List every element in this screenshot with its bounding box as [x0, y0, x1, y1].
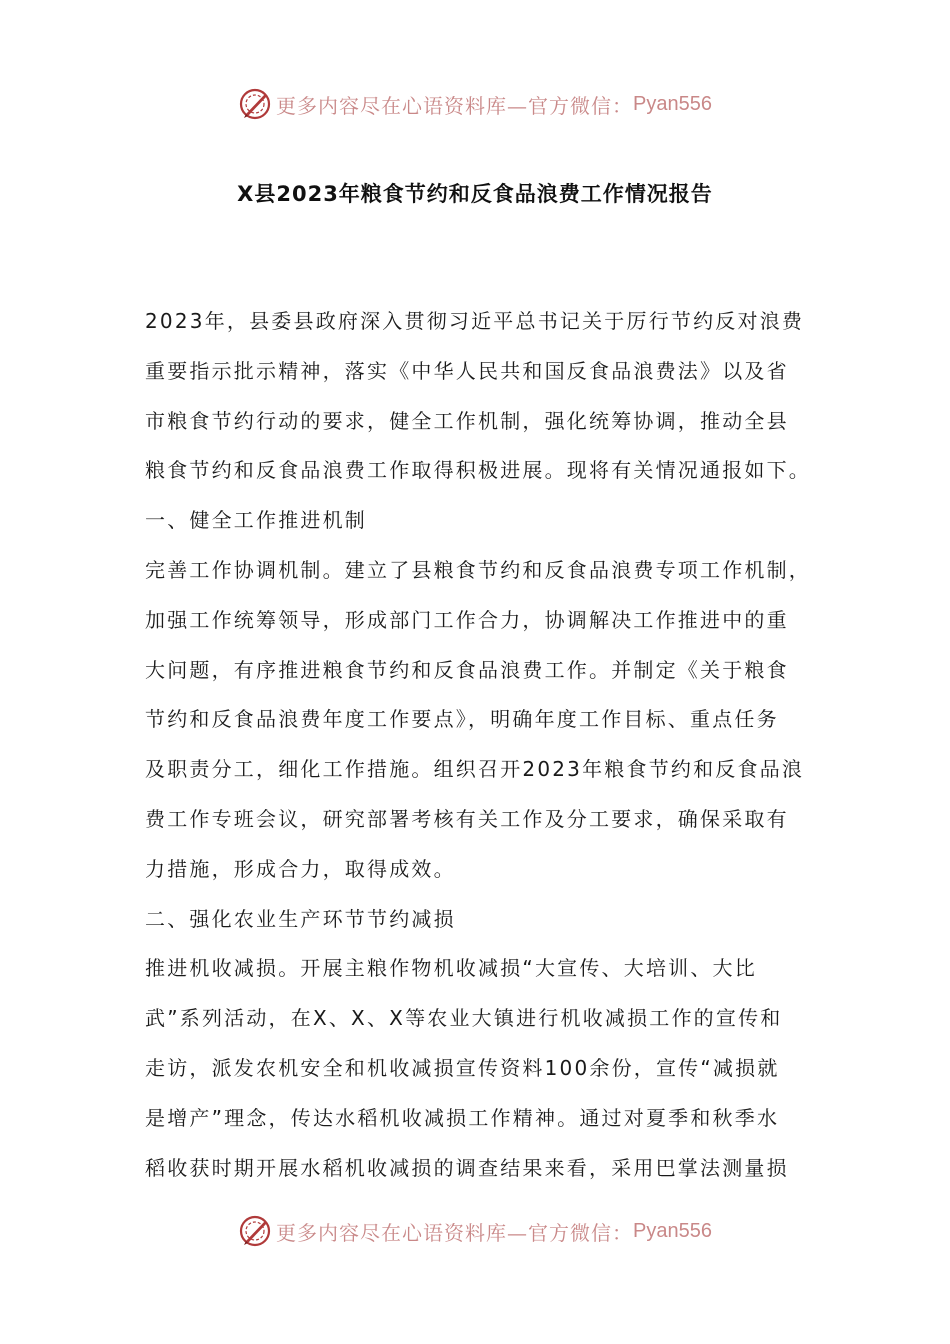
paragraph-line: 是增产”理念，传达水稻机收减损工作精神。通过对夏季和秋季水: [145, 1105, 780, 1130]
pen-logo-icon: [238, 87, 272, 121]
watermark-wechat-id: Pyan556: [633, 1219, 712, 1242]
paragraph-line: 费工作专班会议，研究部署考核有关工作及分工要求，确保采取有: [145, 806, 789, 831]
paragraph-line: 节约和反食品浪费年度工作要点》，明确年度工作目标、重点任务: [145, 707, 779, 732]
paragraph-line: 加强工作统筹领导，形成部门工作合力，协调解决工作推进中的重: [145, 607, 789, 632]
watermark-text: 更多内容尽在心语资料库—官方微信：: [276, 93, 634, 118]
paragraph-line: 武”系列活动，在X、X、X等农业大镇进行机收减损工作的宣传和: [145, 1006, 783, 1031]
section-heading: 二、强化农业生产环节节约减损: [145, 906, 456, 931]
pen-logo-icon: [238, 1214, 272, 1248]
watermark-bottom: [0, 1211, 950, 1251]
watermark-text: 更多内容尽在心语资料库—官方微信：: [276, 1220, 634, 1245]
paragraph-line: 大问题，有序推进粮食节约和反食品浪费工作。并制定《关于粮食: [145, 657, 789, 682]
paragraph-line: 及职责分工，细化工作措施。组织召开2023年粮食节约和反食品浪: [145, 757, 805, 782]
paragraph-line: 重要指示批示精神，落实《中华人民共和国反食品浪费法》以及省: [145, 358, 789, 383]
watermark-wechat-id: Pyan556: [633, 92, 712, 115]
paragraph-line: 力措施，形成合力，取得成效。: [145, 856, 456, 881]
paragraph-line: 完善工作协调机制。建立了县粮食节约和反食品浪费专项工作机制，: [145, 557, 811, 582]
section-heading: 一、健全工作推进机制: [145, 508, 367, 533]
watermark-top: [0, 84, 950, 124]
paragraph-line: 粮食节约和反食品浪费工作取得积极进展。现将有关情况通报如下。: [145, 458, 811, 483]
paragraph-line: 稻收获时期开展水稻机收减损的调查结果来看，采用巴掌法测量损: [145, 1155, 789, 1180]
paragraph-line: 走访，派发农机安全和机收减损宣传资料100余份，宣传“减损就: [145, 1055, 780, 1080]
paragraph-line: 推进机收减损。开展主粮作物机收减损“大宣传、大培训、大比: [145, 956, 757, 981]
paragraph-line: 市粮食节约行动的要求，健全工作机制，强化统筹协调，推动全县: [145, 408, 789, 433]
document-title: X县2023年粮食节约和反食品浪费工作情况报告: [237, 182, 713, 206]
paragraph-line: 2023年，县委县政府深入贯彻习近平总书记关于厉行节约反对浪费: [145, 309, 805, 333]
document-body: [145, 297, 810, 1193]
